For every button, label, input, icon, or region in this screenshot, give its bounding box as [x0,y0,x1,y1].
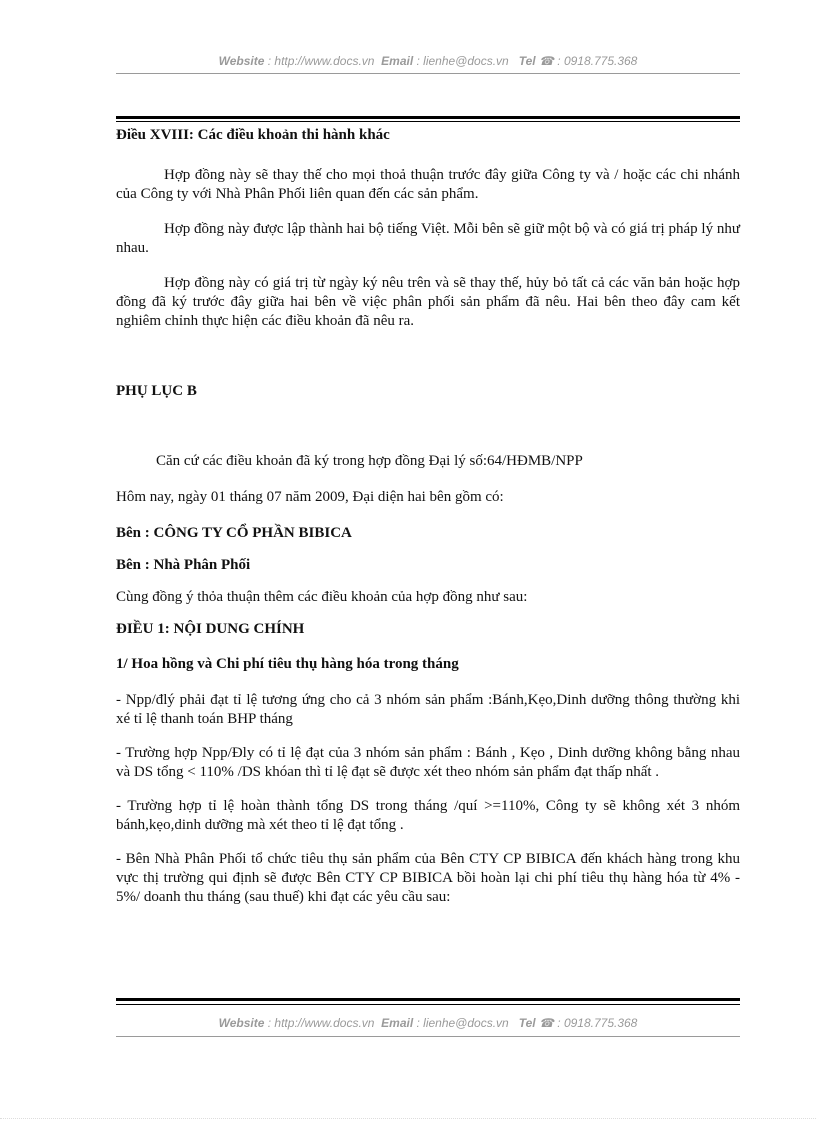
page-edge [0,1118,816,1119]
footer-website-label: Website [218,1016,265,1030]
agreement-line: Cùng đồng ý thỏa thuận thêm các điều khoản của hợp đồng như sau: [116,589,528,605]
tel-value: ☎ : 0918.775.368 [535,54,638,68]
bullet-4: - Bên Nhà Phân Phối tổ chức tiêu thụ sản phẩm của Bên CTY CP BIBICA đến khách hàng trong khu vực thị trường qui định sẽ được Bên CTY CP BIBICA bồi hoàn lại chi phí tiêu thụ hàng hóa từ 4% - 5%/ doanh thu tháng (sau thuế) khi đạt các yêu cầu sau: [116,851,740,905]
appendix-basis: Căn cứ các điều khoản đã ký trong hợp đồng Đại lý số:64/HĐMB/NPP [156,453,583,469]
footer-thin-rule [116,1004,740,1005]
article-1-title: ĐIỀU 1: NỘI DUNG CHÍNH [116,621,305,637]
appendix-date-line: Hôm nay, ngày 01 tháng 07 năm 2009, Đại diện hai bên gồm có: [116,489,504,505]
footer-email-value[interactable]: : lienhe@docs.vn [413,1016,509,1030]
footer-tel-value: ☎ : 0918.775.368 [535,1016,638,1030]
header-thick-rule [116,116,740,119]
website-label: Website [218,54,265,68]
footer-divider [116,1036,740,1037]
party-b: Bên : Nhà Phân Phối [116,557,251,573]
article-18-title: Điều XVIII: Các điều khoản thi hành khác [116,127,390,143]
article-18-paragraph-2: Hợp đồng này được lập thành hai bộ tiếng Việt. Mỗi bên sẽ giữ một bộ và có giá trị pháp lý như nhau. [116,221,740,256]
document-body [116,122,740,907]
bullet-2: - Trường hợp Npp/Đly có tỉ lệ đạt của 3 nhóm sản phẩm : Bánh , Kẹo , Dinh dưỡng không bằng nhau và DS tổng < 110% /DS khóan thì tỉ lệ đạt sẽ được xét theo nhóm sản phẩm đạt thấp nhất . [116,745,740,780]
article-18-paragraph-1: Hợp đồng này sẽ thay thế cho mọi thoả thuận trước đây giữa Công ty và / hoặc các chi nhánh của Công ty với Nhà Phân Phối liên quan đến các sản phẩm. [116,167,740,202]
section-1-title: 1/ Hoa hồng và Chi phí tiêu thụ hàng hóa trong tháng [116,656,459,672]
header-divider [116,73,740,74]
footer-tel-label: Tel [518,1016,536,1030]
website-value[interactable]: : http://www.docs.vn [264,54,375,68]
email-label: Email [381,54,414,68]
appendix-title: PHỤ LỤC B [116,383,197,399]
tel-label: Tel [518,54,536,68]
article-18-paragraph-3: Hợp đồng này có giá trị từ ngày ký nêu trên và sẽ thay thế, hủy bỏ tất cả các văn bản hoặc hợp đồng đã ký trước đây giữa hai bên về việc phân phối sản phẩm đã nêu. Hai bên theo đây cam kết nghiêm chỉnh thực hiện các điều khoản đã nêu ra. [116,275,740,329]
email-value[interactable]: : lienhe@docs.vn [413,54,509,68]
bullet-3: - Trường hợp tỉ lệ hoàn thành tổng DS trong tháng /quí >=110%, Công ty sẽ không xét 3 nhóm bánh,kẹo,dinh dưỡng mà xét theo tỉ lệ đạt tổng . [116,798,740,833]
page-header [116,54,740,68]
bullet-1: - Npp/đlý phải đạt tỉ lệ tương ứng cho cả 3 nhóm sản phẩm :Bánh,Kẹo,Dinh dưỡng thông thường khi xé tỉ lệ thanh toán BHP tháng [116,692,740,727]
footer-thick-rule [116,998,740,1001]
footer-website-value[interactable]: : http://www.docs.vn [264,1016,375,1030]
footer-email-label: Email [381,1016,414,1030]
page-footer [116,1016,740,1030]
party-a: Bên : CÔNG TY CỔ PHẦN BIBICA [116,525,352,541]
